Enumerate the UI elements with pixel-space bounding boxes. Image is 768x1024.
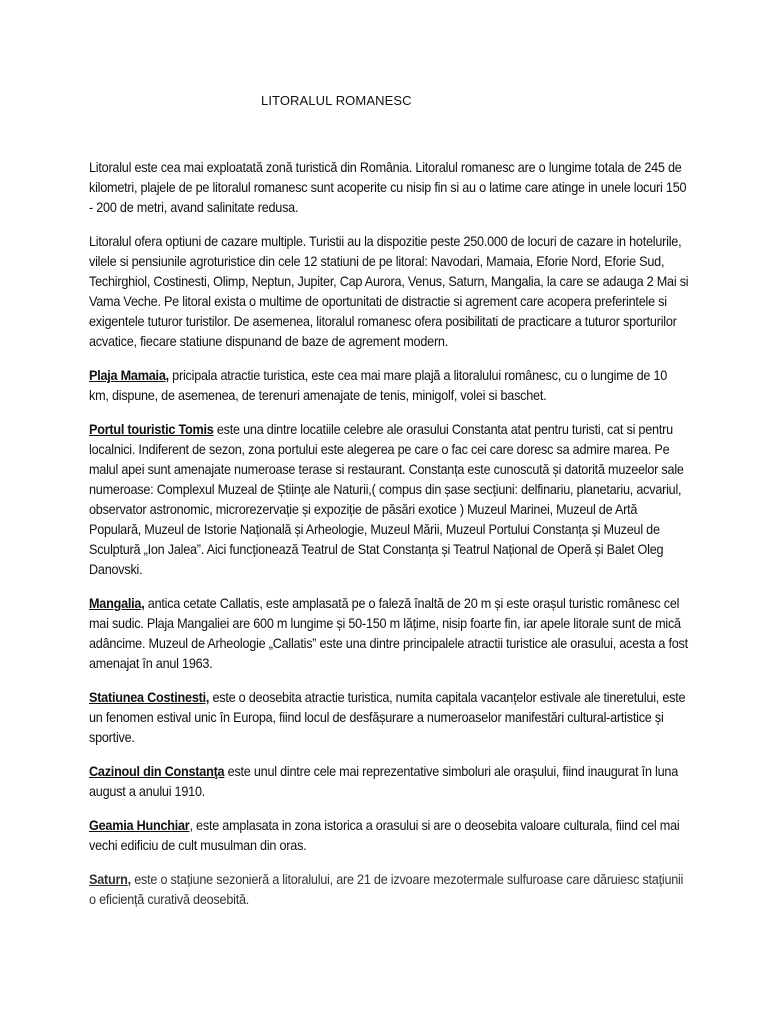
paragraph-text: este unul dintre cele mai reprezentative simboluri ale orașului, fiind inaugurat în luna august a anului 1910. (89, 764, 679, 799)
paragraph-mangalia (89, 594, 689, 674)
paragraph-plaja-mamaia (89, 366, 689, 406)
paragraph-lead: Saturn, (89, 872, 131, 887)
paragraph-lead: Mangalia, (89, 596, 145, 611)
paragraph-geamia (89, 816, 689, 856)
paragraph-text: Litoralul ofera optiuni de cazare multiple. Turistii au la dispozitie peste 250.000 de locuri de cazare in hotelurile, vilele si pensiunile agroturistice din cele 12 statiuni de pe litoral: Navodari, Mamaia, Eforie Nord, Eforie Sud, Techirghiol, Costinesti, Olimp, Neptun, Jupiter, Cap Aurora, Venus, Saturn, Mangalia, la care se adauga 2 Mai si Vama Veche. Pe litoral exista o multime de oportunitati de distractie si agrement care acopera preferintele si exigentele tuturor turistilor. De asemenea, litoralul romanesc ofera posibilitati de practicare a tuturor sporturilor acvatice, fiecare statiune dispunand de baze de agrement modern. (89, 234, 689, 349)
paragraph-text: este o stațiune sezonieră a litoralului, are 21 de izvoare mezotermale sulfuroase care dăruiesc stațiunii o eficiență curativă deosebită. (89, 872, 684, 907)
paragraph-lead: Statiunea Costinesti, (89, 690, 210, 705)
paragraph-text: antica cetate Callatis, este amplasată pe o faleză înaltă de 20 m și este orașul turistic românesc cel mai sudic. Plaja Mangaliei are 600 m lungime și 50-150 m lățime, nisip foarte fin, iar apele litorale sunt de mică adâncime. Muzeul de Arheologie „Callatis” este una dintre principalele atractii turistice ale orasului, acesta a fost amenajat în anul 1963. (89, 596, 688, 671)
paragraph-lead: Geamia Hunchiar (89, 818, 190, 833)
paragraph-lead: Plaja Mamaia, (89, 368, 169, 383)
paragraph-text: pricipala atractie turistica, este cea mai mare plajă a litoralului românesc, cu o lungime de 10 km, dispune, de asemenea, de terenuri amenajate de tenis, minigolf, volei si baschet. (89, 368, 668, 403)
paragraph-cazinoul (89, 762, 689, 802)
document-title: LITORALUL ROMANESC (261, 93, 412, 108)
paragraph-lead: Portul touristic Tomis (89, 422, 214, 437)
paragraph-saturn (89, 870, 689, 910)
paragraph-portul-tomis (89, 420, 689, 580)
paragraph-text: este o deosebita atractie turistica, numita capitala vacanțelor estivale ale tineretului, este un fenomen estival unic în Europa, fiind locul de desfășurare a numeroaselor manifestări cultural-artistice și sportive. (89, 690, 686, 745)
paragraph-text: Litoralul este cea mai exploatată zonă turistică din România. Litoralul romanesc are o lungime totala de 245 de kilometri, plajele de pe litoralul romanesc sunt acoperite cu nisip fin si au o latime care atinge in unele locuri 150 - 200 de metri, avand salinitate redusa. (89, 160, 687, 215)
paragraph-lead: Cazinoul din Constanţa (89, 764, 225, 779)
paragraph-text: este una dintre locatiile celebre ale orasului Constanta atat pentru turisti, cat si pentru localnici. Indiferent de sezon, zona portului este alegerea pe care o fac cei care doresc sa admire marea. Pe malul apei sunt amenajate numeroase terase si restaurant. Constanța este cunoscută și datorită muzeelor sale numeroase: Complexul Muzeal de Științe ale Naturii,( compus din șase secțiuni: delfinariu, planetariu, acvariul, observator astronomic, microrezervație și expoziție de păsări exotice ) Muzeul Marinei, Muzeul de Artă Populară, Muzeul de Istorie Națională și Arheologie, Muzeul Mării, Muzeul Portului Constanța și Muzeul de Sculptură „Ion Jalea”. Aici funcționează Teatrul de Stat Constanța și Teatrul Național de Operă și Balet Oleg Danovski. (89, 422, 684, 577)
paragraph-costinesti (89, 688, 689, 748)
paragraph-accommodation (89, 232, 689, 352)
paragraph-text: , este amplasata in zona istorica a orasului si are o deosebita valoare culturala, fiind cel mai vechi edificiu de cult musulman din oras. (89, 818, 680, 853)
paragraph-intro (89, 158, 689, 218)
